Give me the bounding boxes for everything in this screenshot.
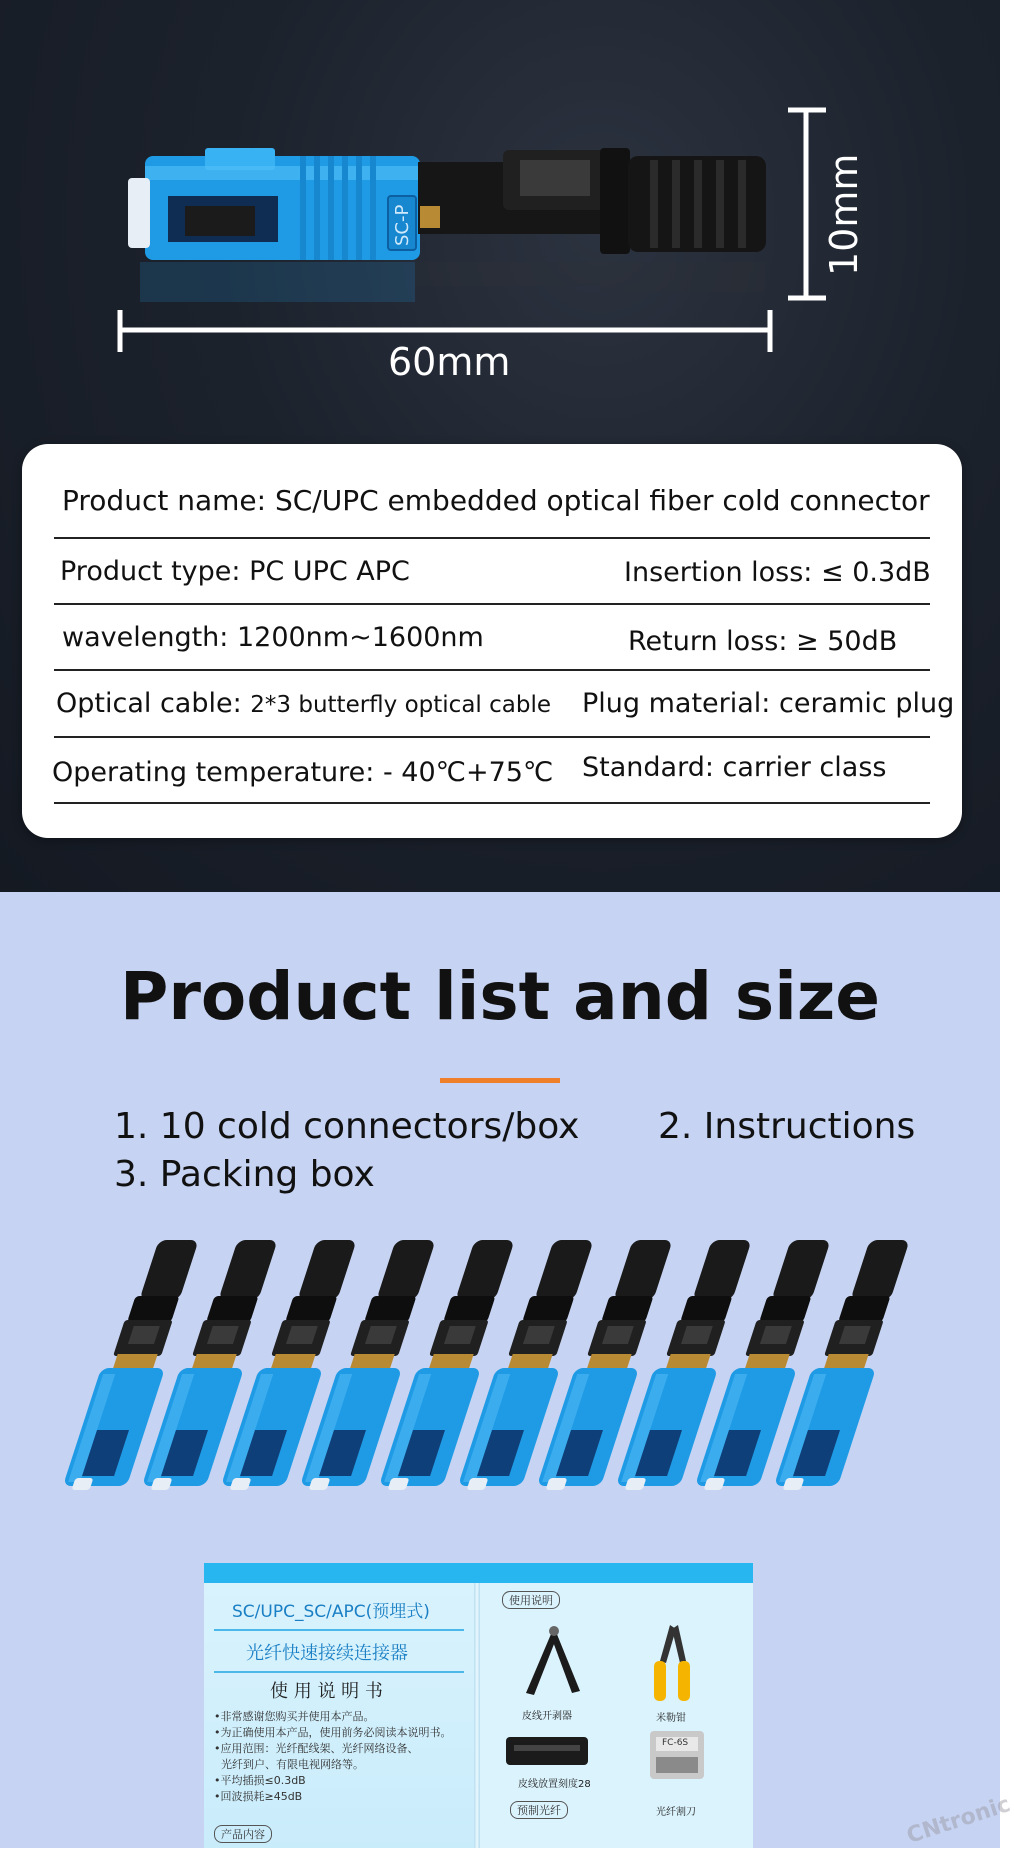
booklet-prefab-tag: 预制光纤 [510,1801,568,1819]
tool-label: 米勒钳 [656,1713,686,1724]
booklet-manual-title: 使 用 说 明 书 [270,1681,383,1702]
booklet-left-page [204,1583,474,1848]
spec-optical-cable [56,688,551,719]
spec-divider [54,537,930,539]
fiber-holder-icon [504,1733,590,1769]
booklet-usage-tag: 使用说明 [502,1591,560,1609]
connectors-row-image [0,1230,1000,1510]
booklet-right-page [480,1583,753,1848]
miller-pliers-icon [640,1621,710,1705]
width-dimension-label: 10mm [822,153,866,276]
spec-product-name: Product name: SC/UPC embedded optical fiber cold connector [62,484,930,517]
list-item-connectors: 1. 10 cold connectors/box [114,1106,580,1147]
spec-plug-material: Plug material: ceramic plug [582,688,955,719]
booklet-subtitle: 光纤快速接续连接器 [246,1643,408,1664]
spec-divider [54,802,930,804]
stripper-tool-icon [514,1621,594,1701]
instruction-booklet-image [204,1563,753,1848]
spec-standard: Standard: carrier class [582,752,887,783]
tool-label: 皮线放置刻度28 [518,1779,591,1790]
booklet-note: 光纤到户、有限电视网络等。 [214,1758,364,1771]
booklet-note: •非常感谢您购买并使用本产品。 [214,1710,375,1723]
product-list-title: Product list and size [119,958,881,1035]
spec-wavelength: wavelength: 1200nm~1600nm [62,622,484,653]
booklet-footer-tag: 产品内容 [214,1825,272,1843]
fiber-cleaver-icon [646,1725,708,1783]
spec-divider [54,736,930,738]
spec-operating-temperature: Operating temperature: - 40℃+75℃ [52,757,554,788]
booklet-note: •应用范围：光纤配线架、光纤网络设备、 [214,1742,419,1755]
tool-label: 皮线开剥器 [522,1711,572,1722]
spec-optical-cable-label: Optical cable: [56,688,251,719]
spec-optical-cable-value: 2*3 butterfly optical cable [250,692,551,718]
booklet-divider [214,1671,464,1673]
list-item-packing-box: 3. Packing box [114,1154,375,1195]
booklet-divider [214,1629,464,1631]
spec-divider [54,669,930,671]
connector-tag-text: SC-P [392,204,413,246]
booklet-header: SC/UPC_SC/APC(预埋式) [232,1602,430,1622]
booklet-note: •回波损耗≥45dB [214,1790,303,1803]
tool-label: 光纤割刀 [656,1807,696,1818]
booklet-note: •平均插损≤0.3dB [214,1774,306,1787]
booklet-note: •为正确使用本产品，使用前务必阅读本说明书。 [214,1726,452,1739]
booklet-notes [214,1709,452,1805]
title-accent-bar [440,1078,560,1083]
list-item-instructions: 2. Instructions [658,1106,916,1147]
spec-insertion-loss: Insertion loss: ≤ 0.3dB [624,557,931,588]
spec-product-type: Product type: PC UPC APC [60,556,410,587]
brand-watermark: CNtronic [903,1792,1014,1849]
spec-divider [54,603,930,605]
spec-return-loss: Return loss: ≥ 50dB [628,626,898,657]
cleaver-label-text: FC-6S [662,1738,689,1748]
length-dimension-label: 60mm [388,340,511,384]
